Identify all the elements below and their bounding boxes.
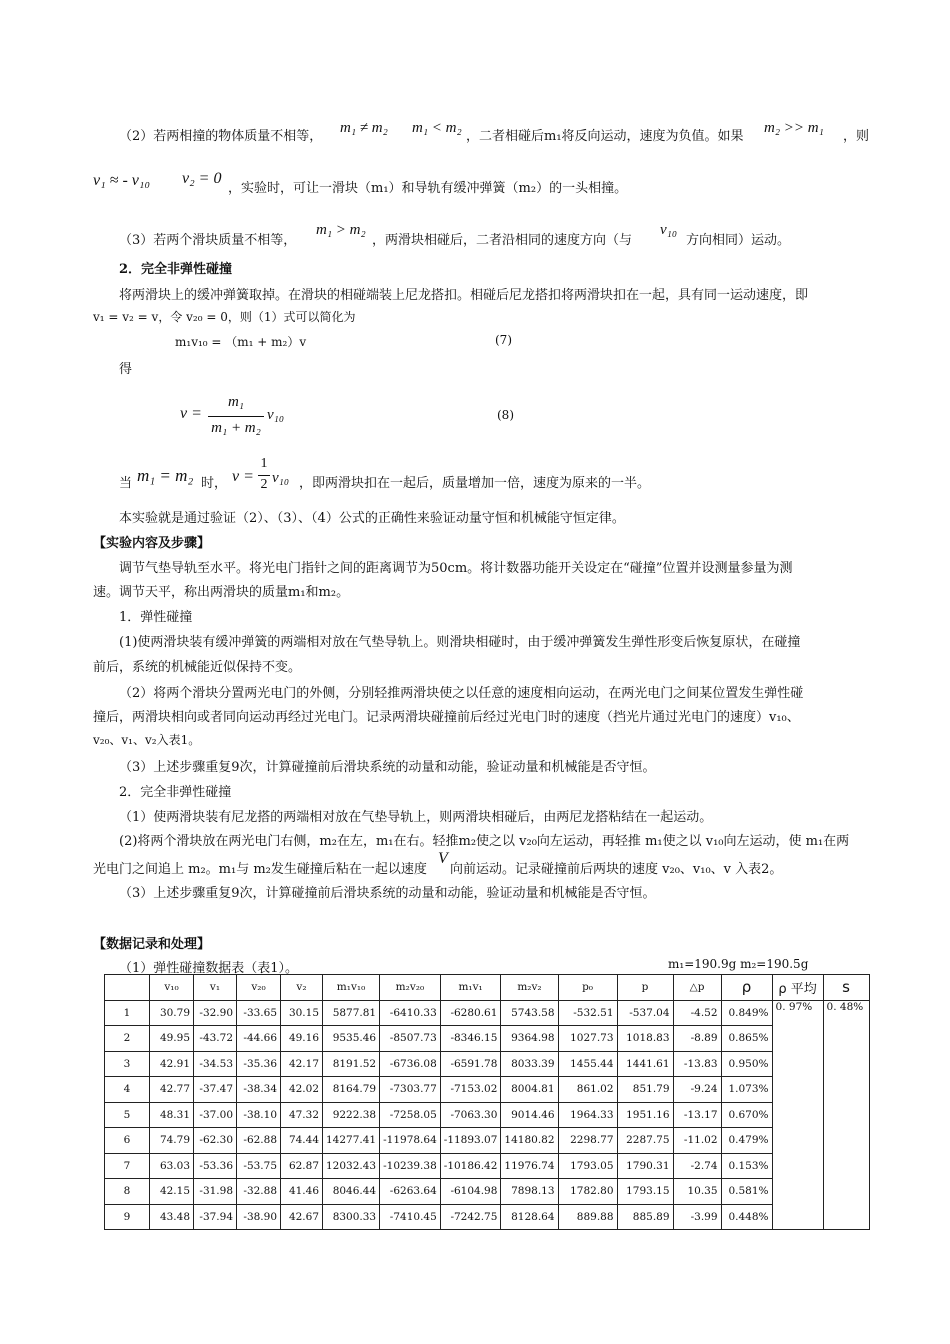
table-cell: 1.073% xyxy=(721,1077,772,1103)
table-cell: 42.02 xyxy=(281,1077,323,1103)
table-cell: -9.24 xyxy=(673,1077,721,1103)
table-cell: 10.35 xyxy=(673,1179,721,1205)
inelastic-step2-line2b: 向前运动。记录碰撞前后两块的速度 v₂₀、v₁₀、v 入表2。 xyxy=(450,862,783,877)
table-cell: -13.83 xyxy=(673,1051,721,1077)
data-heading: 【数据记录和处理】 xyxy=(93,937,211,952)
table-cell: 9222.38 xyxy=(323,1102,380,1128)
table-cell: 1018.83 xyxy=(617,1026,673,1052)
table-cell: 8046.44 xyxy=(323,1179,380,1205)
inelastic-title: 2．完全非弹性碰撞 xyxy=(119,785,232,800)
eq-m1-eq-m2: m₁ = m₂ xyxy=(137,466,194,485)
eq-m1-gt-m2: m₁ > m₂ xyxy=(316,222,366,238)
table-cell: -7242.75 xyxy=(440,1204,501,1230)
table-cell: 47.32 xyxy=(281,1102,323,1128)
table-cell: -7410.45 xyxy=(380,1204,441,1230)
table-cell: 1782.80 xyxy=(558,1179,617,1205)
table-cell: 9014.46 xyxy=(501,1102,558,1128)
header-cell: m₂v₂₀ xyxy=(380,975,441,1001)
elastic-step2-line1: （2）将两个滑块分置两光电门的外侧，分别轻推两滑块使之以任意的速度相向运动，在两光电门之间某位置发生弹性碰 xyxy=(119,686,804,701)
table-cell: -8346.15 xyxy=(440,1026,501,1052)
table-cell: 1793.15 xyxy=(617,1179,673,1205)
table-cell: 889.88 xyxy=(558,1204,617,1230)
header-cell: ρ 平均 xyxy=(772,975,823,1001)
table-cell: -38.90 xyxy=(237,1204,281,1230)
eq-v2-zero: v₂ = 0 xyxy=(182,170,222,187)
table-cell: 8 xyxy=(105,1179,150,1205)
eq-v-half-v10: v₁₀ xyxy=(272,470,290,486)
para-2: （2）若两相撞的物体质量不相等， xyxy=(119,129,323,144)
header-cell: m₁v₁ xyxy=(440,975,501,1001)
intro-line2: 速。调节天平，称出两滑块的质量m₁和m₂。 xyxy=(93,585,350,600)
table-cell: 9535.46 xyxy=(323,1026,380,1052)
table-cell: 9 xyxy=(105,1204,150,1230)
table-cell: 2287.75 xyxy=(617,1128,673,1154)
table-row xyxy=(105,1128,870,1154)
table-cell: -32.90 xyxy=(194,1000,237,1026)
table-cell: 0.849% xyxy=(721,1000,772,1026)
table-cell: -32.88 xyxy=(237,1179,281,1205)
eq-v1-approx: v₁ ≈ - v₁₀ xyxy=(93,172,150,189)
table-cell: 8033.39 xyxy=(501,1051,558,1077)
header-cell: v₂ xyxy=(281,975,323,1001)
header-cell: v₂₀ xyxy=(237,975,281,1001)
rho-average-cell: 0. 97% xyxy=(772,1000,823,1230)
table-row xyxy=(105,1153,870,1179)
table-cell: -35.36 xyxy=(237,1051,281,1077)
table-cell: 49.16 xyxy=(281,1026,323,1052)
table-cell: -537.04 xyxy=(617,1000,673,1026)
when-result: ，即两滑块扣在一起后，质量增加一倍，速度为原来的一半。 xyxy=(299,476,651,491)
table-cell: 14180.82 xyxy=(501,1128,558,1154)
table-cell: -38.34 xyxy=(237,1077,281,1103)
table-cell: 3 xyxy=(105,1051,150,1077)
table-cell: 12032.43 xyxy=(323,1153,380,1179)
eq-7-number: (7) xyxy=(495,333,512,347)
eq-v10: v₁₀ xyxy=(660,222,678,238)
table-cell: 41.46 xyxy=(281,1179,323,1205)
table-cell: 8164.79 xyxy=(323,1077,380,1103)
table-cell: -13.17 xyxy=(673,1102,721,1128)
table-row xyxy=(105,1102,870,1128)
section-2-heading: 2．完全非弹性碰撞 xyxy=(119,262,233,277)
velocity-V: V xyxy=(438,850,448,867)
table-cell: 0.865% xyxy=(721,1026,772,1052)
table-caption: （1）弹性碰撞数据表（表1）。 xyxy=(119,961,299,976)
para-3-cont: ，两滑块相碰后，二者沿相同的速度方向（与 xyxy=(372,233,633,248)
table-cell: 62.87 xyxy=(281,1153,323,1179)
table-cell: -37.94 xyxy=(194,1204,237,1230)
table-cell: 6 xyxy=(105,1128,150,1154)
half-denominator: 2 xyxy=(260,477,268,492)
table-cell: 5877.81 xyxy=(323,1000,380,1026)
table-cell: -33.65 xyxy=(237,1000,281,1026)
table-cell: 5743.58 xyxy=(501,1000,558,1026)
eq-8-denominator: m₁ + m₂ xyxy=(211,420,261,436)
half-numerator: 1 xyxy=(260,456,268,471)
table-cell: 42.91 xyxy=(150,1051,194,1077)
eq-v-half-lhs: v = xyxy=(232,468,254,485)
eq-8-rhs: v₁₀ xyxy=(267,407,285,423)
table-cell: -6104.98 xyxy=(440,1179,501,1205)
header-cell: v₁₀ xyxy=(150,975,194,1001)
table-cell: 8300.33 xyxy=(323,1204,380,1230)
table-cell: -6280.61 xyxy=(440,1000,501,1026)
eq-7: m₁v₁₀ = （m₁ + m₂）v xyxy=(175,335,307,349)
table-row xyxy=(105,1026,870,1052)
table-cell: 7898.13 xyxy=(501,1179,558,1205)
table-cell: 8191.52 xyxy=(323,1051,380,1077)
table-cell: 0.479% xyxy=(721,1128,772,1154)
table-cell: 74.44 xyxy=(281,1128,323,1154)
elastic-step3: （3）上述步骤重复9次，计算碰撞前后滑块系统的动量和动能，验证动量和机械能是否守恒。 xyxy=(119,760,656,775)
inelastic-step1: （1）使两滑块装有尼龙搭的两端相对放在气垫导轨上，则两滑块相碰后，由两尼龙搭粘结在一起运动。 xyxy=(119,810,713,825)
table-cell: -8507.73 xyxy=(380,1026,441,1052)
table-row xyxy=(105,1051,870,1077)
table-cell: -10186.42 xyxy=(440,1153,501,1179)
std-dev-cell: 0. 48% xyxy=(823,1000,869,1230)
eq-m1-ne-m2: m₁ ≠ m₂ xyxy=(340,120,388,136)
para-2-then: ，则 xyxy=(843,129,870,144)
table-cell: 30.79 xyxy=(150,1000,194,1026)
table-row xyxy=(105,1000,870,1026)
eq-8-numerator: m₁ xyxy=(227,394,245,410)
table-row xyxy=(105,1204,870,1230)
table-cell: -34.53 xyxy=(194,1051,237,1077)
para-2-cont: ，二者相碰后m₁将反向运动，速度为负值。如果 xyxy=(466,129,744,144)
table-cell: 9364.98 xyxy=(501,1026,558,1052)
table-cell: -3.99 xyxy=(673,1204,721,1230)
table-cell: 0.153% xyxy=(721,1153,772,1179)
table-cell: 0.581% xyxy=(721,1179,772,1205)
table-cell: -62.88 xyxy=(237,1128,281,1154)
eq-8-lhs: v = xyxy=(180,405,202,422)
table-cell: -62.30 xyxy=(194,1128,237,1154)
table-cell: 7 xyxy=(105,1153,150,1179)
inelastic-step2-line1: (2)将两个滑块放在两光电门右侧，m₂在左，m₁在右。轻推m₂使之以 v₂₀向左运动，再轻推 m₁使之以 v₁₀向左运动，使 m₁在两 xyxy=(119,834,850,849)
table-cell: 1793.05 xyxy=(558,1153,617,1179)
table-cell: 1455.44 xyxy=(558,1051,617,1077)
table-cell: 48.31 xyxy=(150,1102,194,1128)
para-3: （3）若两个滑块质量不相等， xyxy=(119,233,297,248)
content-heading: 【实验内容及步骤】 xyxy=(93,536,211,551)
table-cell: -10239.38 xyxy=(380,1153,441,1179)
table-cell: -7303.77 xyxy=(380,1077,441,1103)
table-cell: 49.95 xyxy=(150,1026,194,1052)
table-cell: -38.10 xyxy=(237,1102,281,1128)
table-cell: 1441.61 xyxy=(617,1051,673,1077)
eq-8-number: (8) xyxy=(497,408,514,422)
table-cell: 1 xyxy=(105,1000,150,1026)
table-cell: -53.75 xyxy=(237,1153,281,1179)
table-cell: -6263.64 xyxy=(380,1179,441,1205)
table-cell: -7258.05 xyxy=(380,1102,441,1128)
header-cell: m₂v₂ xyxy=(501,975,558,1001)
table-cell: 1964.33 xyxy=(558,1102,617,1128)
table-cell: 851.79 xyxy=(617,1077,673,1103)
table-cell: -8.89 xyxy=(673,1026,721,1052)
table-cell: -7153.02 xyxy=(440,1077,501,1103)
table-cell: -37.47 xyxy=(194,1077,237,1103)
table-cell: -37.00 xyxy=(194,1102,237,1128)
elastic-step2-line3: v₂₀、v₁、v₂入表1。 xyxy=(93,733,201,747)
table-cell: -31.98 xyxy=(194,1179,237,1205)
table-cell: -6591.78 xyxy=(440,1051,501,1077)
table-cell: -11893.07 xyxy=(440,1128,501,1154)
inelastic-step3: （3）上述步骤重复9次，计算碰撞前后滑块系统的动量和动能，验证动量和机械能是否守恒。 xyxy=(119,886,656,901)
table-cell: 0.448% xyxy=(721,1204,772,1230)
elastic-step2-line2: 撞后，两滑块相向或者同向运动再经过光电门。记录两滑块碰撞前后经过光电门时的速度（挡光片通过光电门的速度）v₁₀、 xyxy=(93,710,800,725)
para-2-end: ，实验时，可让一滑块（m₁）和导轨有缓冲弹簧（m₂）的一头相撞。 xyxy=(228,181,628,196)
elastic-step1-line1: (1)使两滑块装有缓冲弹簧的两端相对放在气垫导轨上。则滑块相碰时，由于缓冲弹簧发生弹性形变后恢复原状，在碰撞 xyxy=(119,635,801,650)
eq-m1-lt-m2: m₁ < m₂ xyxy=(412,120,462,136)
header-cell: v₁ xyxy=(194,975,237,1001)
mass-values: m₁=190.9g m₂=190.5g xyxy=(668,957,809,971)
table-cell: 30.15 xyxy=(281,1000,323,1026)
shi-label: 时， xyxy=(201,476,228,491)
table-cell: -43.72 xyxy=(194,1026,237,1052)
elastic-step1-line2: 前后，系统的机械能近似保持不变。 xyxy=(93,660,302,675)
table-cell: 861.02 xyxy=(558,1077,617,1103)
conclusion: 本实验就是通过验证（2）、（3）、（4）公式的正确性来验证动量守恒和机械能守恒定律。 xyxy=(119,511,625,526)
table-cell: -6736.08 xyxy=(380,1051,441,1077)
half-fraction-bar xyxy=(258,475,270,476)
table-cell: -11978.64 xyxy=(380,1128,441,1154)
elastic-title: 1．弹性碰撞 xyxy=(119,610,193,625)
table-header-row xyxy=(105,975,870,1001)
header-cell: △p xyxy=(673,975,721,1001)
table-cell: 8004.81 xyxy=(501,1077,558,1103)
table-cell: -4.52 xyxy=(673,1000,721,1026)
table-cell: 5 xyxy=(105,1102,150,1128)
table-cell: 42.15 xyxy=(150,1179,194,1205)
table-cell: 14277.41 xyxy=(323,1128,380,1154)
eq-8-fraction-bar xyxy=(208,416,264,417)
table-cell: -7063.30 xyxy=(440,1102,501,1128)
table-cell: 42.67 xyxy=(281,1204,323,1230)
eq-m2-gg-m1: m₂ >> m₁ xyxy=(764,120,824,136)
table-cell: 2 xyxy=(105,1026,150,1052)
table-cell: 1951.16 xyxy=(617,1102,673,1128)
table-cell: 11976.74 xyxy=(501,1153,558,1179)
header-cell: p xyxy=(617,975,673,1001)
table-cell: 63.03 xyxy=(150,1153,194,1179)
table-cell: 74.79 xyxy=(150,1128,194,1154)
table-cell: 4 xyxy=(105,1077,150,1103)
s2-line2: v₁ = v₂ = v，令 v₂₀ = 0，则（1）式可以简化为 xyxy=(93,310,356,324)
table-cell: 42.77 xyxy=(150,1077,194,1103)
table-cell: 0.950% xyxy=(721,1051,772,1077)
s2-line1: 将两滑块上的缓冲弹簧取掉。在滑块的相碰端装上尼龙搭扣。相碰后尼龙搭扣将两滑块扣在一起，具有同一运动速度，即 xyxy=(119,288,809,303)
table-cell: 2298.77 xyxy=(558,1128,617,1154)
table-cell: 885.89 xyxy=(617,1204,673,1230)
when-label: 当 xyxy=(119,476,133,491)
table-cell: 43.48 xyxy=(150,1204,194,1230)
header-cell: s xyxy=(823,975,869,1001)
table-cell: -532.51 xyxy=(558,1000,617,1026)
table-cell: -11.02 xyxy=(673,1128,721,1154)
table-cell: 1790.31 xyxy=(617,1153,673,1179)
table-cell: 42.17 xyxy=(281,1051,323,1077)
header-cell: p₀ xyxy=(558,975,617,1001)
table-row xyxy=(105,1179,870,1205)
inelastic-step2-line2a: 光电门之间追上 m₂。m₁与 m₂发生碰撞后粘在一起以速度 xyxy=(93,862,427,877)
table-cell: 0.670% xyxy=(721,1102,772,1128)
para-3-end: 方向相同）运动。 xyxy=(686,233,791,248)
table-cell: -53.36 xyxy=(194,1153,237,1179)
header-cell xyxy=(105,975,150,1001)
table-cell: -6410.33 xyxy=(380,1000,441,1026)
header-cell: ρ xyxy=(721,975,772,1001)
de-label: 得 xyxy=(119,362,133,377)
table-cell: 1027.73 xyxy=(558,1026,617,1052)
table-cell: -2.74 xyxy=(673,1153,721,1179)
table-cell: -44.66 xyxy=(237,1026,281,1052)
header-cell: m₁v₁₀ xyxy=(323,975,380,1001)
table-cell: 8128.64 xyxy=(501,1204,558,1230)
elastic-collision-table xyxy=(104,974,870,1230)
table-row xyxy=(105,1077,870,1103)
intro-line1: 调节气垫导轨至水平。将光电门指针之间的距离调节为50cm。将计数器功能开关设定在“碰撞”位置并设测量参量为测 xyxy=(119,561,793,576)
